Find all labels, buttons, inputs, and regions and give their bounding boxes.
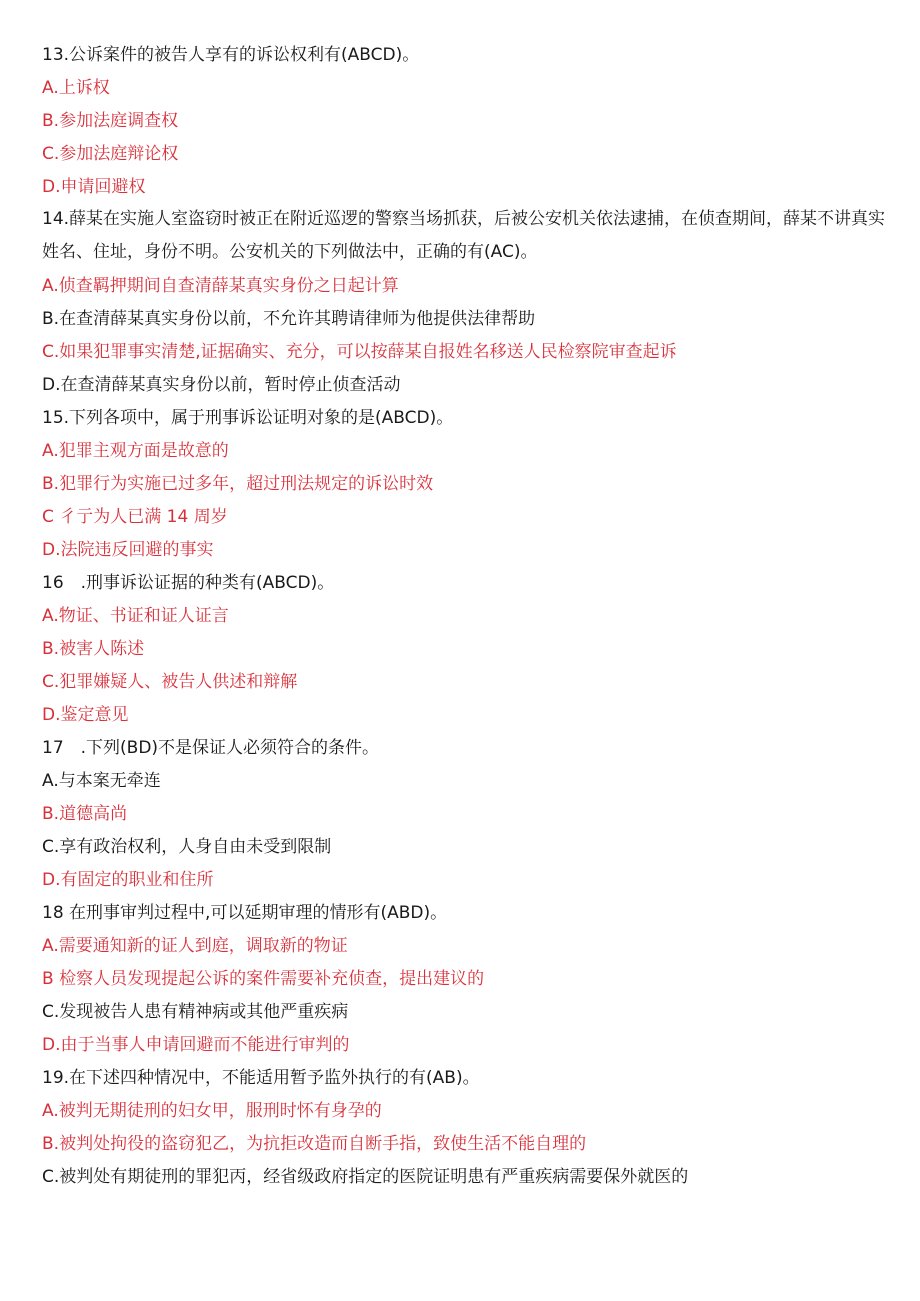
question-14-option-c: C.如果犯罪事实清楚,证据确实、充分，可以按薛某自报姓名移送人民检察院审查起诉 — [42, 342, 677, 362]
question-17-stem: 17 .下列(BD)不是保证人必须符合的条件。 — [42, 738, 380, 758]
question-13-option-c: C.参加法庭辩论权 — [42, 144, 179, 164]
question-17-option-a: A.与本案无牵连 — [42, 771, 161, 791]
question-14-option-d: D.在查清薛某真实身份以前，暂时停止侦查活动 — [42, 375, 401, 395]
question-18-option-a: A.需要通知新的证人到庭，调取新的物证 — [42, 936, 348, 956]
question-19-option-a: A.被判无期徒刑的妇女甲，服刑时怀有身孕的 — [42, 1101, 382, 1121]
question-15-option-d: D.法院违反回避的事实 — [42, 540, 214, 560]
question-17-option-d: D.有固定的职业和住所 — [42, 870, 214, 890]
question-15-option-c: C 彳亍为人已满 14 周岁 — [42, 507, 228, 527]
question-14-stem: 14.薛某在实施人室盗窃时被正在附近巡逻的警察当场抓获，后被公安机关依法逮捕，在侦查期间，薛某不讲真实姓名、住址，身份不明。公安机关的下列做法中，正确的有(AC)。 — [42, 209, 886, 262]
question-15-option-a: A.犯罪主观方面是故意的 — [42, 441, 229, 461]
question-13-option-d: D.申请回避权 — [42, 177, 146, 197]
question-18-stem: 18 在刑事审判过程中,可以延期审理的情形有(ABD)。 — [42, 903, 448, 923]
question-16-stem: 16 .刑事诉讼证据的种类有(ABCD)。 — [42, 573, 335, 593]
question-13-option-b: B.参加法庭调查权 — [42, 111, 179, 131]
question-13-stem: 13.公诉案件的被告人享有的诉讼权利有(ABCD)。 — [42, 45, 420, 65]
question-19-option-b: B.被判处拘役的盗窃犯乙，为抗拒改造而自断手指，致使生活不能自理的 — [42, 1134, 587, 1154]
question-18-option-d: D.由于当事人申请回避而不能进行审判的 — [42, 1035, 350, 1055]
question-17-option-c: C.享有政治权利，人身自由未受到限制 — [42, 837, 332, 857]
question-13-option-a: A.上诉权 — [42, 78, 110, 98]
question-18-option-b: B 检察人员发现提起公诉的案件需要补充侦查，提出建议的 — [42, 969, 485, 989]
question-15-stem: 15.下列各项中，属于刑事诉讼证明对象的是(ABCD)。 — [42, 408, 454, 428]
question-16-option-d: D.鉴定意见 — [42, 705, 129, 725]
question-14-option-b: B.在查清薛某真实身份以前，不允许其聘请律师为他提供法律帮助 — [42, 309, 536, 329]
question-15-option-b: B.犯罪行为实施已过多年，超过刑法规定的诉讼时效 — [42, 474, 434, 494]
question-17-option-b: B.道德高尚 — [42, 804, 128, 824]
question-19-option-c: C.被判处有期徒刑的罪犯丙，经省级政府指定的医院证明患有严重疾病需要保外就医的 — [42, 1167, 689, 1187]
question-18-option-c: C.发现被告人患有精神病或其他严重疾病 — [42, 1002, 349, 1022]
question-16-option-a: A.物证、书证和证人证言 — [42, 606, 229, 626]
question-19-stem: 19.在下述四种情况中，不能适用暂予监外执行的有(AB)。 — [42, 1068, 480, 1088]
question-16-option-b: B.被害人陈述 — [42, 639, 145, 659]
question-16-option-c: C.犯罪嫌疑人、被告人供述和辩解 — [42, 672, 298, 692]
question-14-option-a: A.侦查羁押期间自查清薛某真实身份之日起计算 — [42, 276, 399, 296]
